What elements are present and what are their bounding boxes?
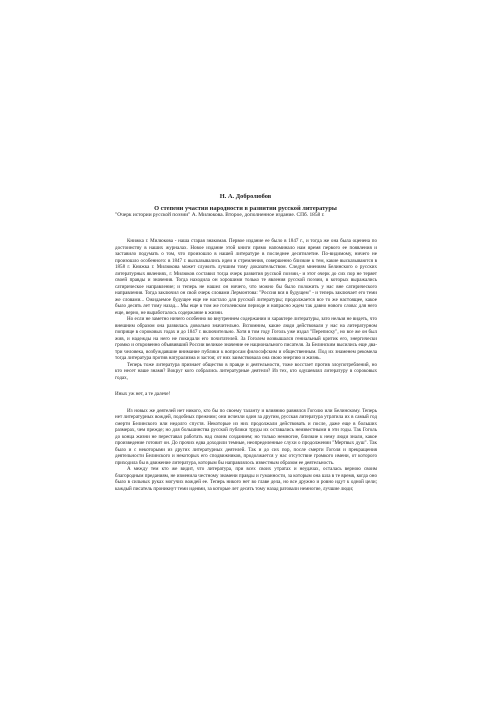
paragraph: Из новых же деятелей нет никого, кто бы по своему таланту и влиянию равнялся Гоголю или Белинскому. Теперь нет литературных вождей, подобных прежним; они исчезли один за другим, русская литература утратила их в самый год смерти Белинского или недолго спустя. Некоторые из них продолжали действовать и после, даже еще в больших размерах, чем прежде; но для большинства русской публики труды их оставались неизвестными в эти годы. Так Гоголь до конца жизни не переставал работать над своим созданием; но только немногие, близкие к нему люди знали, какое произведение готовит он. До прочих едва доходили темные, неопределенные слухи о продолжении "Мертвых душ". Так было и с некоторыми из других литературных деятелей. Так и до сих пор, после смерти Гоголя и прекращения деятельности Белинского и некоторых его сподвижников, продолжается у нас отсутствие громкого имени, от которого приходила бы в движение литература, которым бы направлялось известным образом ее деятельность. [115, 407, 377, 466]
author-name: Н. А. Добролюбов [219, 193, 272, 200]
paragraph: Книжка г. Милюкова - наша старая знакомая. Первое издание ее было в 1847 г., и тогда же она была оценена по достоинству в наших журналах. Новое издание этой книги прямо напоминало нам время первого ее появления и заставило подумать о том, что произошло в нашей литературе в последнее десятилетие. По-видимому, ничего не произошло особенного: в 1847 г. высказывались идеи и стремления, совершенно близкие к тем, какие высказываются в 1858 г. Книжка г. Милюкова может служить лучшим тому доказательством. Следуя мнениям Белинского о русских литературных явлениях, г. Милюков составил тогда очерк развития русской поэзии,- и этот очерк до сих пор не теряет своей правды и значения. Тогда находила он хорошими только те явления русской поэзии, в которых выражались сатирическое направление; и теперь не нашел он ничего, что можно бы было положить у нас вне сатирического направления. Тогда заключил он свой очерк словами Лермонтова: "Россия вся в будущем" - и теперь заключает его теми же словами... Ожидаемое будущее еще не настало для русской литературы; продолжается все то же настоящее, какое было десять лет тому назад... Мы еще в том же гоголевском периоде и напрасно ждем так давно нового слова: для него еще, верно, не выработалось содержание в жизни. [115, 238, 377, 316]
paragraph: А между тем кто же видит, что литература, при всех своих утратах и неудачах, осталась верною своим благородным преданиям, не изменила честному знамени правды и гуманности, за которым она шла в те время, когда оно было в сильных руках могучих вождей ее. Теперь никого нет во главе дела, но все дружно и ровно идут к одной цели; каждый писатель проникнут теми идеями, за которые лет десять тому назад ратовали немногие, лучшие люди; [115, 466, 377, 492]
quote-line: Иных уж нет, а те далече! [115, 391, 171, 397]
document-header [0, 193, 491, 212]
paragraph: Но если не заметно ничего особенно во внутреннем содержании и характере литературы, зато нельзя не видеть, что внешним образом она развилась довольно значительно. Вспомним, какие люди действовали у нас на литературном поприще в сороковых годах и до 1847 г. включительно. Хотя в том году Гоголь уже издал "Переписку", но все же он был жив, и надежды на него не покидали его почитателей. За Гоголем возвышался гениальный критик его, энергически громко и откровенно объявивший России великое значение ее национального писателя. За Белинским высились еще два-три человека, возбуждавшие внимание публики к вопросам философским и общественным. Под их знаменем рекомела тогда литература против натурализма и застоя; от них заимствовала она свою энергию и жизнь. [115, 316, 377, 361]
article-body [115, 238, 377, 492]
source-citation: "Очерк истории русской поэзии" А. Милюкова. Второе, дополненное издание. СПб. 1858 г. [115, 212, 325, 218]
paragraph: Теперь тоже литература признает общество в правде и деятельности, тоже восстает против злоупотреблений, но кто несет наше знамя? Вокруг кого собрались литературные деятели? Из тех, кто одушевлял литературу в сороковых годах, [115, 361, 377, 381]
article-title: О степени участия народности в развитии русской литературы [154, 205, 337, 212]
